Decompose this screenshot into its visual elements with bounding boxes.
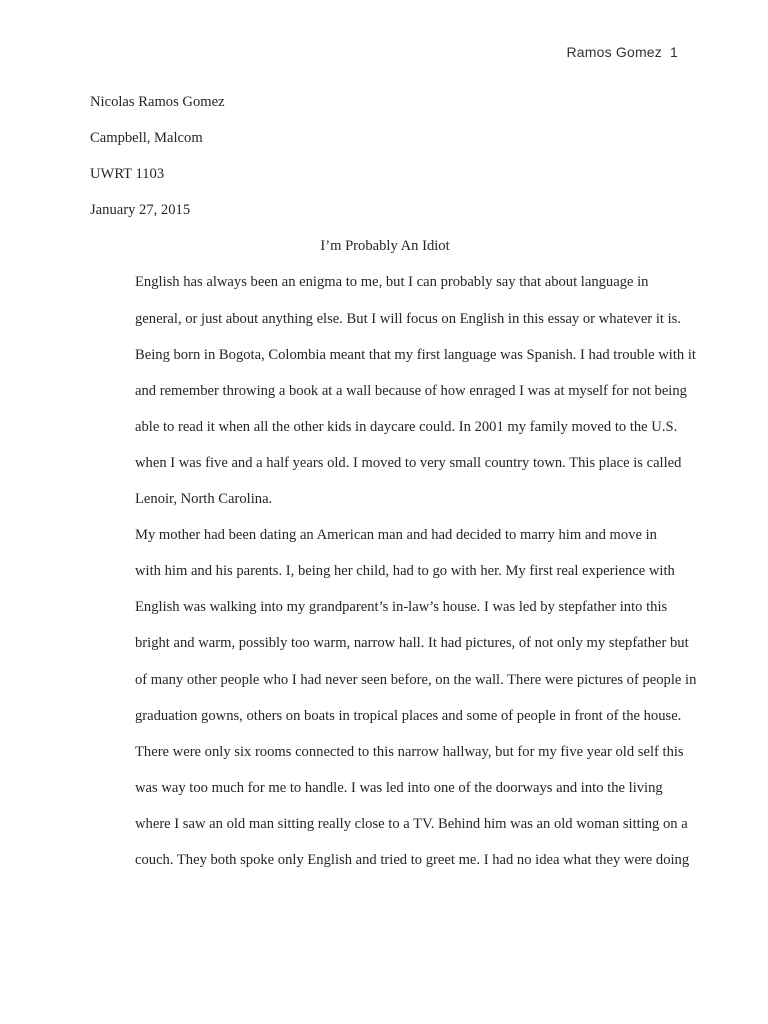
- running-head: Ramos Gomez: [566, 44, 662, 60]
- paragraph-line: bright and warm, possibly too warm, narrow hall. It had pictures, of not only my stepfather but: [135, 635, 689, 652]
- document-body: [90, 84, 697, 878]
- paragraph-1: [90, 264, 696, 517]
- paragraph-line: general, or just about anything else. But I will focus on English in this essay or whatever it is.: [135, 310, 681, 327]
- paragraph-line: able to read it when all the other kids in daycare could. In 2001 my family moved to the U.S.: [135, 418, 678, 435]
- paragraph-line: There were only six rooms connected to this narrow hallway, but for my five year old self this: [135, 743, 684, 760]
- paragraph-line: Lenoir, North Carolina.: [135, 491, 273, 508]
- paragraph-line: when I was five and a half years old. I moved to very small country town. This place is called: [135, 454, 682, 471]
- paragraph-line: English was walking into my grandparent’s in-law’s house. I was led by stepfather into this: [135, 599, 668, 616]
- paragraph-line: graduation gowns, others on boats in tropical places and some of people in front of the house.: [135, 707, 682, 724]
- paragraph-line: with him and his parents. I, being her child, had to go with her. My first real experience with: [135, 563, 675, 580]
- page-header: [566, 44, 678, 60]
- paragraph-line: where I saw an old man sitting really close to a TV. Behind him was an old woman sitting on a: [135, 815, 688, 832]
- paragraph-line: Being born in Bogota, Colombia meant that my first language was Spanish. I had trouble with it: [135, 346, 696, 363]
- paragraph-line: English has always been an enigma to me, but I can probably say that about language in: [135, 274, 649, 291]
- paragraph-line: My mother had been dating an American man and had decided to marry him and move in: [135, 527, 657, 544]
- essay-title: I’m Probably An Idiot: [320, 238, 450, 255]
- course-code: UWRT 1103: [90, 166, 165, 183]
- author-name: Nicolas Ramos Gomez: [90, 94, 225, 110]
- paragraph-line: couch. They both spoke only English and tried to greet me. I had no idea what they were doing: [135, 851, 690, 868]
- instructor-name: Campbell, Malcom: [90, 130, 203, 147]
- paragraph-line: and remember throwing a book at a wall because of how enraged I was at myself for not being: [135, 382, 687, 399]
- paragraph-2: [90, 517, 697, 878]
- paragraph-line: of many other people who I had never seen before, on the wall. There were pictures of people in: [135, 671, 697, 688]
- paragraph-line: was way too much for me to handle. I was led into one of the doorways and into the living: [135, 779, 663, 796]
- essay-date: January 27, 2015: [90, 202, 191, 219]
- page-number: 1: [670, 44, 678, 60]
